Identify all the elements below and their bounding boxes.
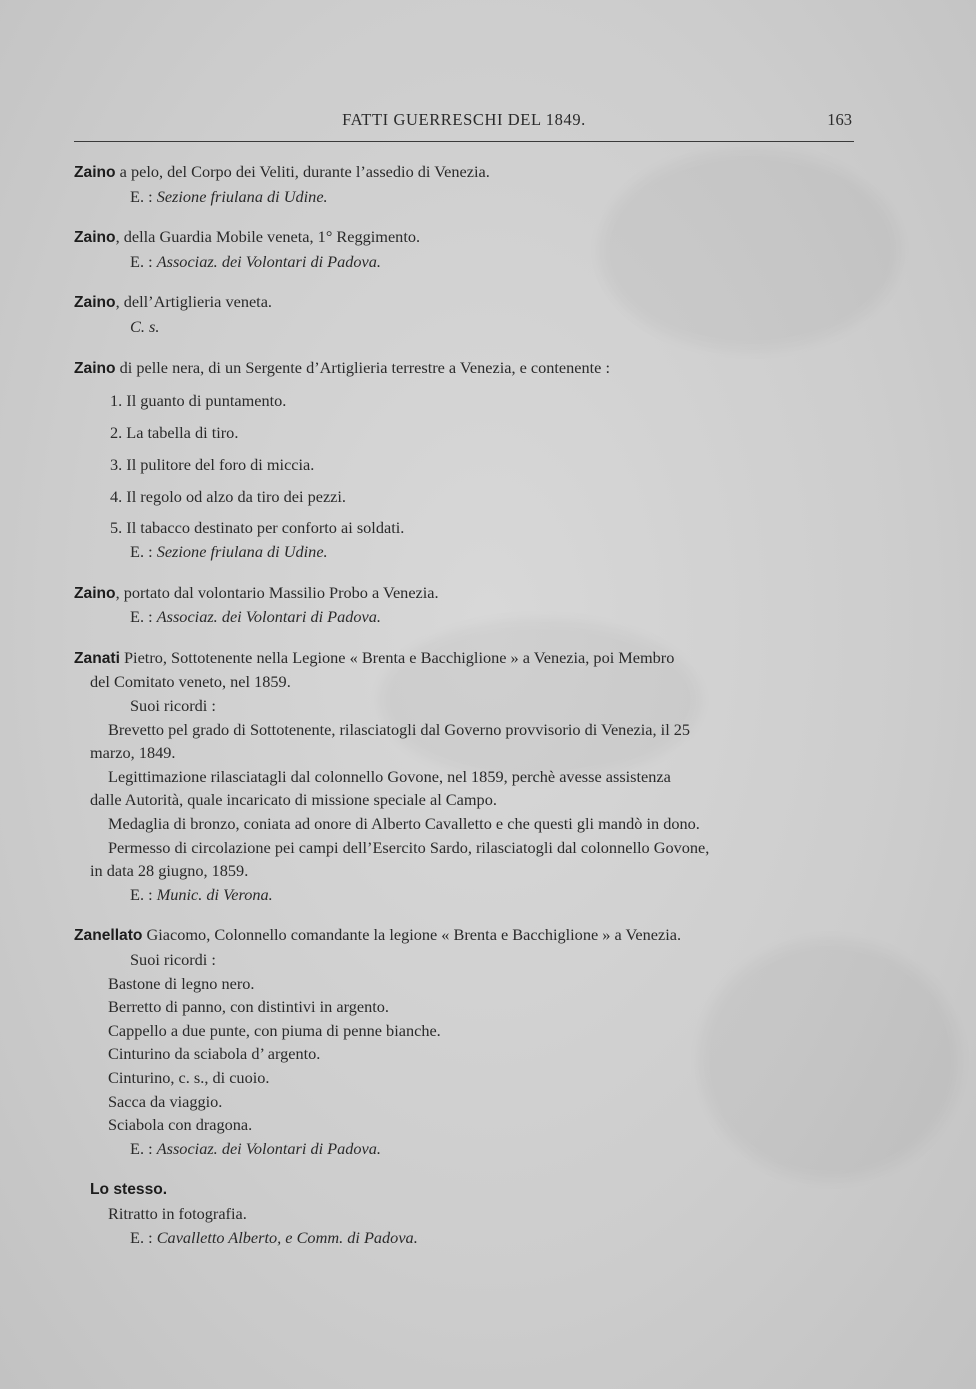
- ricordi-label: Suoi ricordi :: [130, 696, 216, 716]
- entry-text-continuation: del Comitato veneto, nel 1859.: [90, 672, 291, 692]
- paragraph-continuation: in data 28 giugno, 1859.: [90, 861, 249, 881]
- list-item: 5. Il tabacco destinato per conforto ai soldati.: [110, 518, 405, 538]
- entry-text: , dell’Artiglieria veneta.: [115, 292, 273, 312]
- source-name: Sezione friulana di Udine.: [156, 186, 328, 206]
- list-item: 2. La tabella di tiro.: [110, 422, 239, 442]
- entry-head: Lo stesso.: [90, 1181, 168, 1199]
- source-prefix: E. :: [130, 607, 157, 627]
- source-prefix: E. :: [130, 1227, 157, 1247]
- source-prefix: E. :: [130, 186, 157, 206]
- paragraph-first-line: Permesso di circolazione pei campi dell’Esercito Sardo, rilasciatogli dal colonnello Govone,: [108, 837, 710, 857]
- entry-line: [74, 290, 856, 315]
- list-item: Cinturino da sciabola d’ argento.: [108, 1044, 321, 1064]
- source-prefix: E. :: [130, 884, 157, 904]
- ricordi-label: Suoi ricordi :: [130, 949, 216, 969]
- entry-head: Zaino: [74, 229, 116, 247]
- list-item: Sciabola con dragona.: [108, 1115, 253, 1135]
- paragraph-first-line: Brevetto pel grado di Sottotenente, rilasciatogli dal Governo provvisorio di Venezia, il 25: [108, 719, 691, 739]
- list-item: Bastone di legno nero.: [108, 973, 255, 993]
- paragraph-first-line: Medaglia di bronzo, coniata ad onore di Alberto Cavalletto e che questi gli mandò in dono.: [108, 814, 700, 834]
- entry-head: Zanellato: [74, 927, 143, 945]
- list-item: Cappello a due punte, con piuma di penne bianche.: [108, 1020, 441, 1040]
- entry-head: Zaino: [74, 359, 116, 377]
- entry-source: [74, 250, 856, 274]
- entry-source: [74, 1226, 856, 1250]
- entry-source: [74, 185, 856, 209]
- source-name: Cavalletto Alberto, e Comm. di Padova.: [156, 1227, 418, 1247]
- entry-line: [74, 923, 856, 948]
- entry-line: [74, 356, 856, 381]
- entry-source: [74, 315, 856, 339]
- running-title: FATTI GUERRESCHI DEL 1849.: [342, 110, 586, 129]
- catalog-entry: [74, 646, 856, 907]
- entry-line: [74, 160, 856, 185]
- entry-source: [74, 883, 856, 907]
- paragraph-continuation: dalle Autorità, quale incaricato di missione speciale al Campo.: [90, 790, 497, 810]
- entry-source: [74, 540, 856, 564]
- entry-line: [74, 225, 856, 250]
- catalog-entries: [74, 160, 856, 1266]
- catalog-entry: [74, 160, 856, 208]
- list-item: Ritratto in fotografia.: [108, 1203, 247, 1223]
- list-item: 1. Il guanto di puntamento.: [110, 390, 287, 410]
- source-name: Sezione friulana di Udine.: [156, 542, 328, 562]
- source-prefix: E. :: [130, 542, 157, 562]
- list-item: Cinturino, c. s., di cuoio.: [108, 1067, 270, 1087]
- page-number: 163: [827, 110, 852, 129]
- header-rule: [74, 141, 854, 142]
- source-name: C. s.: [130, 316, 160, 336]
- catalog-entry: [74, 1177, 856, 1249]
- entry-text: , portato dal volontario Massilio Probo a Venezia.: [115, 582, 439, 602]
- source-name: Associaz. dei Volontari di Padova.: [156, 607, 381, 627]
- source-prefix: E. :: [130, 1138, 157, 1158]
- catalog-entry: [74, 356, 856, 564]
- paragraph-continuation: marzo, 1849.: [90, 743, 176, 763]
- catalog-entry: [74, 290, 856, 338]
- entry-source: [74, 1137, 856, 1161]
- paragraph-first-line: Legittimazione rilasciatagli dal colonnello Govone, nel 1859, perchè avesse assistenza: [108, 766, 671, 786]
- list-item: Berretto di panno, con distintivi in argento.: [108, 997, 389, 1017]
- entry-head: Zanati: [74, 649, 120, 667]
- source-name: Associaz. dei Volontari di Padova.: [156, 1138, 381, 1158]
- entry-line: [74, 646, 856, 671]
- entry-text: a pelo, del Corpo dei Veliti, durante l’assedio di Venezia.: [115, 162, 490, 181]
- list-item: 4. Il regolo od alzo da tiro dei pezzi.: [110, 486, 346, 506]
- entry-text: Giacomo, Colonnello comandante la legione « Brenta e Bacchiglione » a Venezia.: [142, 925, 682, 945]
- catalog-entry: [74, 225, 856, 273]
- source-name: Associaz. dei Volontari di Padova.: [156, 251, 381, 271]
- page-header: [74, 108, 854, 134]
- entry-text: di pelle nera, di un Sergente d’Artiglieria terrestre a Venezia, e contenente :: [115, 357, 611, 377]
- catalog-entry: [74, 923, 856, 1160]
- entry-line: [74, 1177, 856, 1202]
- entry-line: [74, 581, 856, 606]
- entry-source: [74, 605, 856, 629]
- entry-text: , della Guardia Mobile veneta, 1° Reggimento.: [115, 227, 421, 247]
- list-item: Sacca da viaggio.: [108, 1091, 223, 1111]
- entry-text: Pietro, Sottotenente nella Legione « Brenta e Bacchiglione » a Venezia, poi Membro: [119, 647, 675, 667]
- catalog-entry: [74, 581, 856, 629]
- entry-head: Zaino: [74, 294, 116, 312]
- source-name: Munic. di Verona.: [156, 884, 273, 904]
- entry-head: Zaino: [74, 164, 116, 181]
- list-item: 3. Il pulitore del foro di miccia.: [110, 454, 315, 474]
- source-prefix: E. :: [130, 251, 157, 271]
- entry-head: Zaino: [74, 584, 116, 602]
